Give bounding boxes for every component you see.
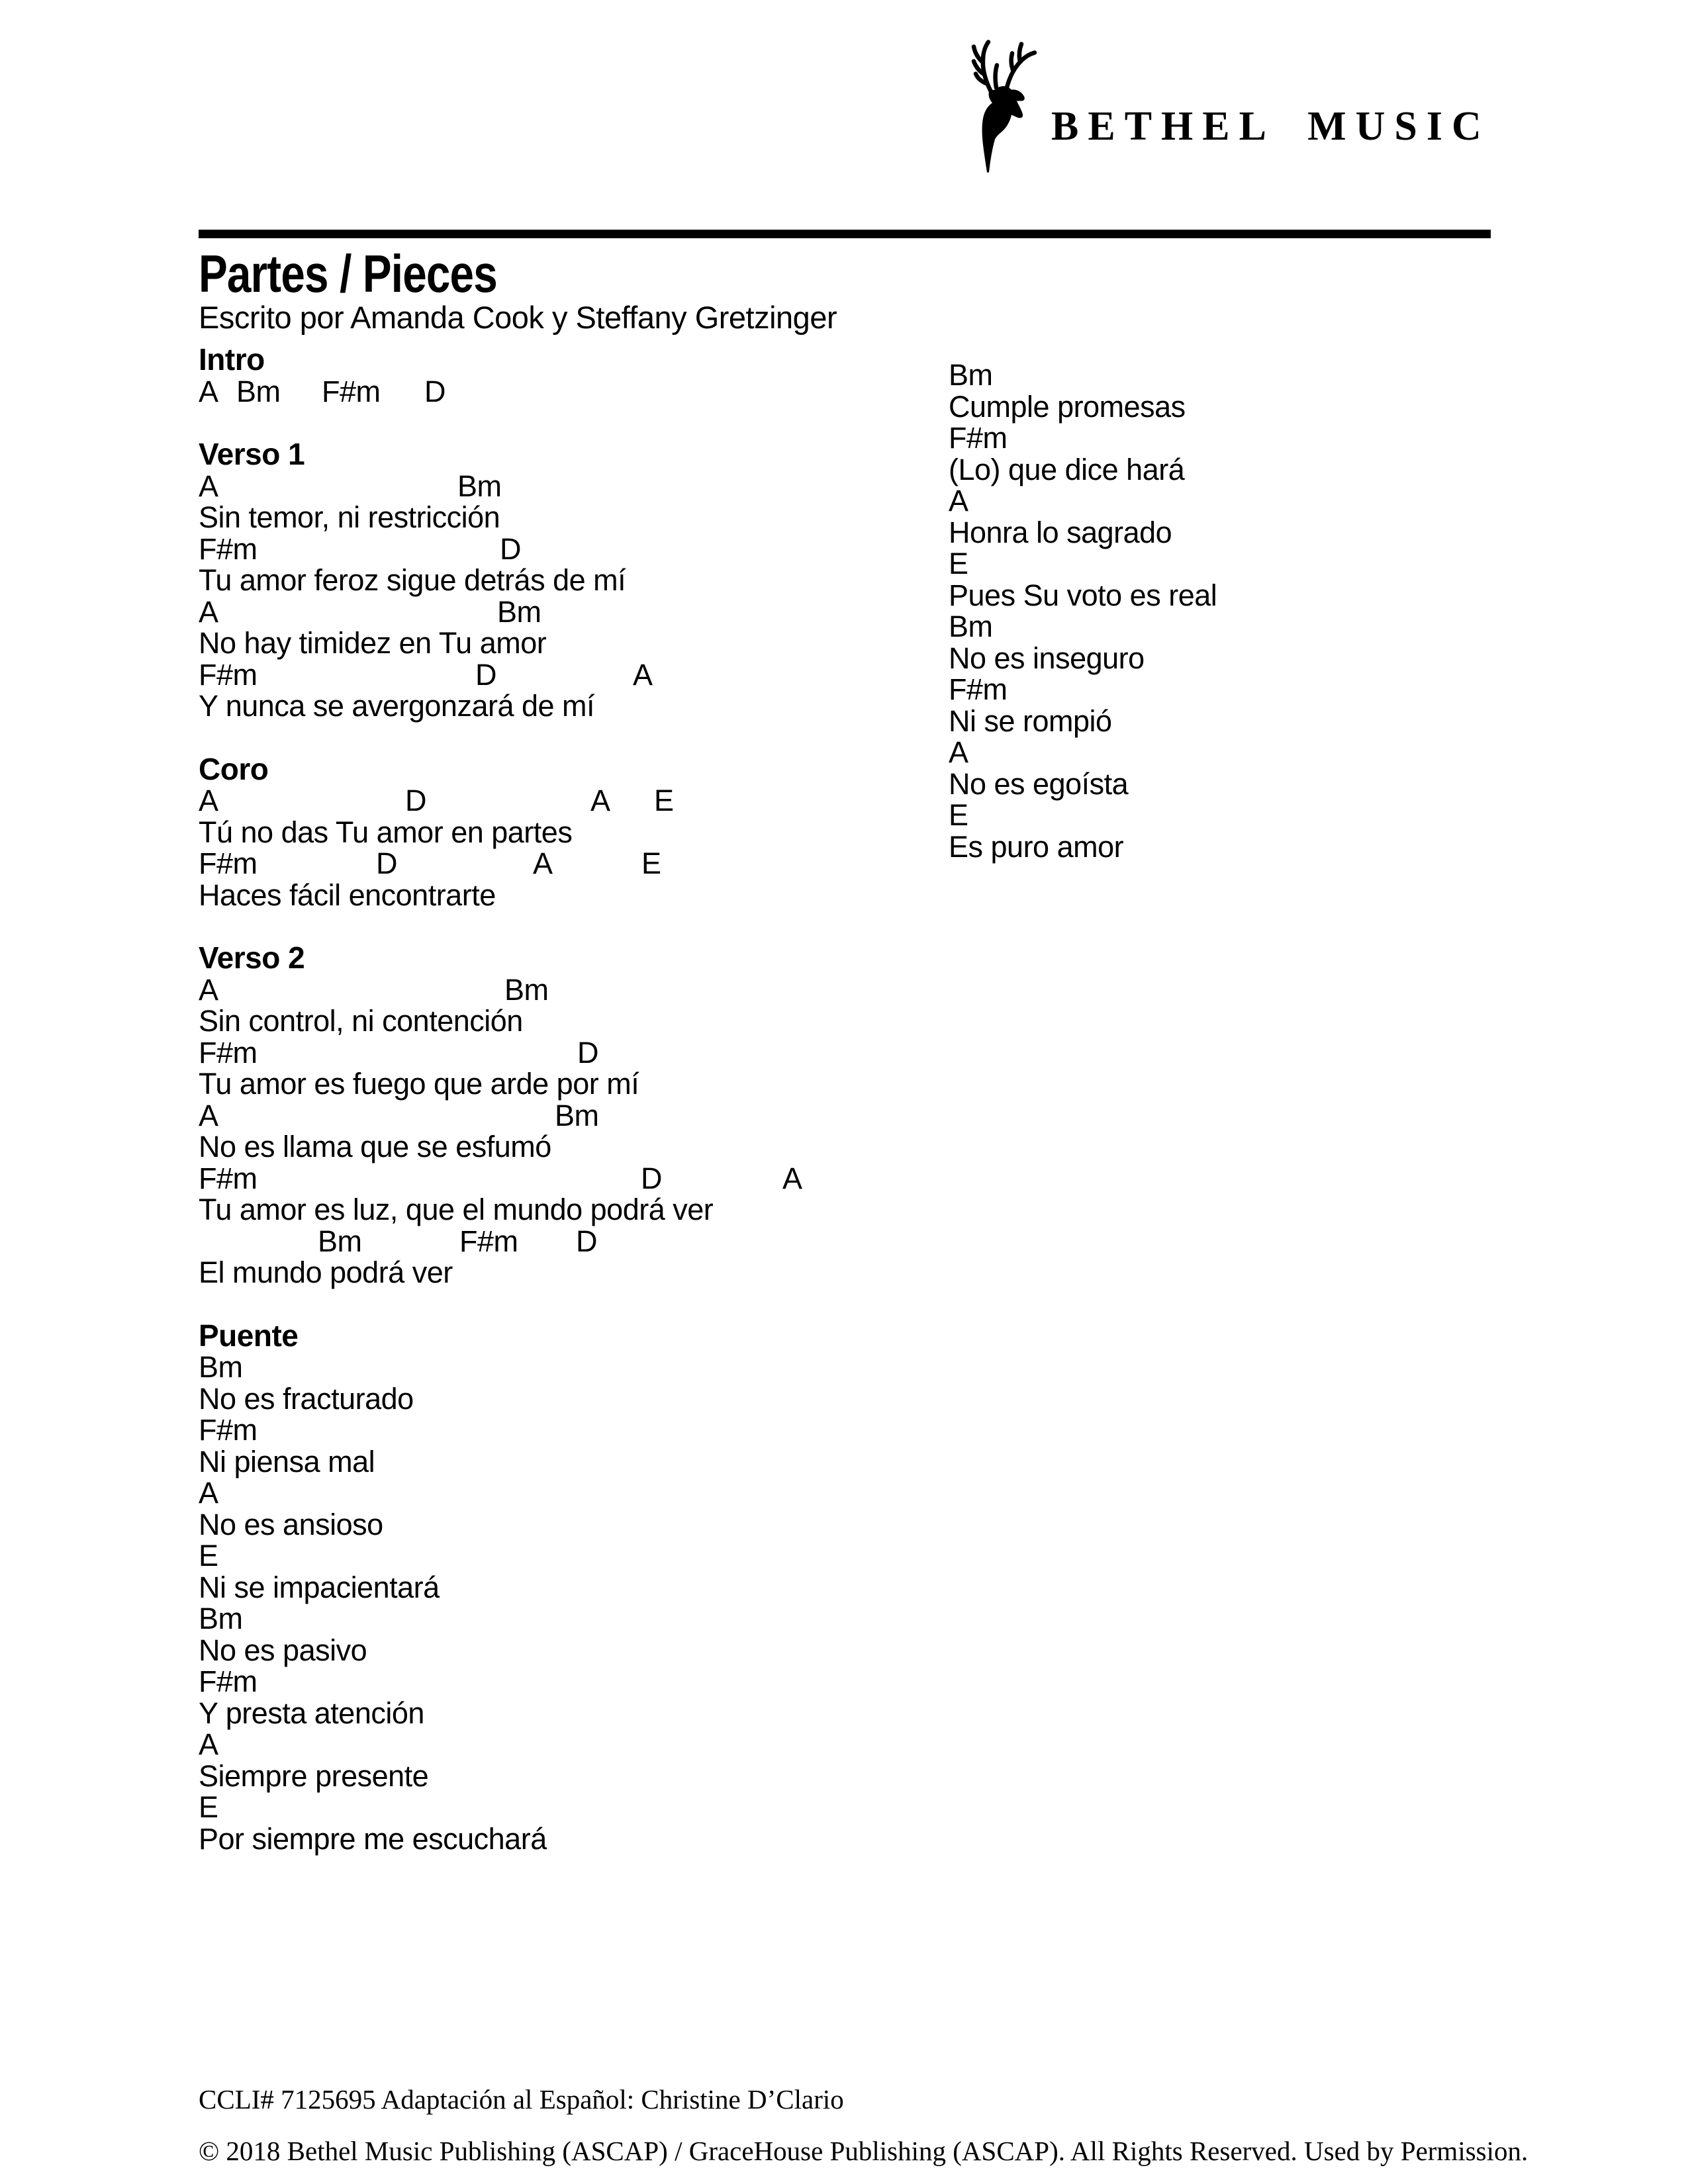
- lyric-line: No es ansioso: [199, 1507, 383, 1541]
- chord-line: [949, 611, 1688, 643]
- lyric-line: No es egoísta: [949, 766, 1129, 801]
- chord: Bm: [236, 374, 281, 408]
- chord: F#m: [199, 1413, 258, 1447]
- chord-line: [199, 659, 966, 691]
- chord: A: [199, 374, 218, 408]
- chord: F#m: [199, 531, 258, 566]
- chord: F#m: [199, 657, 258, 692]
- lyric-line: Siempre presente: [199, 1758, 429, 1793]
- chord-line: [199, 1037, 966, 1069]
- lyric-line: Sin control, ni contención: [199, 1004, 523, 1038]
- section-heading: Verso 2: [199, 940, 305, 975]
- chord: E: [654, 784, 674, 817]
- lyric-line: Haces fácil encontrarte: [199, 878, 496, 912]
- lyric-line: No es llama que se esfumó: [199, 1130, 551, 1163]
- chord: A: [633, 657, 653, 692]
- chord-line: [199, 471, 966, 502]
- chord: A: [949, 484, 968, 518]
- chord: E: [641, 846, 661, 880]
- chord: Bm: [497, 594, 541, 629]
- chord: Bm: [949, 610, 993, 643]
- lyric-line: No es pasivo: [199, 1633, 367, 1667]
- lyric-line: (Lo) que dice hará: [949, 452, 1185, 486]
- lyric-line: No hay timidez en Tu amor: [199, 626, 547, 660]
- chord: A: [590, 784, 610, 817]
- section-heading: Intro: [199, 342, 265, 377]
- chord: F#m: [199, 1664, 258, 1698]
- chord-line: [199, 785, 966, 817]
- chord: E: [949, 547, 968, 580]
- chord-line: [199, 1603, 966, 1635]
- chord-line: [949, 485, 1688, 517]
- chord: A: [533, 846, 553, 880]
- chord-line: [949, 674, 1688, 705]
- chord-line: [199, 1729, 966, 1760]
- lyric-line: Y nunca se avergonzará de mí: [199, 689, 595, 723]
- section-heading: Verso 1: [199, 437, 305, 471]
- chord: D: [500, 531, 521, 566]
- chord: A: [949, 735, 968, 769]
- chord-line: [199, 974, 966, 1006]
- chord: A: [199, 1476, 218, 1510]
- lyric-line: Ni se rompió: [949, 704, 1112, 738]
- lyric-line: Y presta atención: [199, 1696, 424, 1730]
- lyric-line: Pues Su voto es real: [949, 578, 1217, 612]
- chord: E: [199, 1790, 218, 1824]
- chord: F#m: [949, 672, 1008, 706]
- chord: Bm: [555, 1098, 599, 1132]
- chord: F#m: [459, 1224, 518, 1258]
- chord-line: [199, 596, 966, 628]
- chord-line: [949, 359, 1688, 391]
- lyric-line: El mundo podrá ver: [199, 1255, 453, 1289]
- chord: Bm: [199, 1350, 243, 1384]
- lyric-line: Ni se impacientará: [199, 1570, 440, 1604]
- title-divider-rule: [199, 230, 1491, 238]
- chord-line: [199, 1792, 966, 1823]
- chord: A: [199, 469, 218, 503]
- chord-line: [199, 1100, 966, 1132]
- chord-line: [199, 1351, 966, 1383]
- lyric-line: Cumple promesas: [949, 389, 1186, 424]
- chord: A: [782, 1161, 802, 1195]
- lyric-line: Ni piensa mal: [199, 1444, 375, 1479]
- chord: A: [199, 1098, 218, 1132]
- chord: E: [949, 798, 968, 832]
- chord: A: [199, 594, 218, 629]
- lyric-line: Es puro amor: [949, 829, 1124, 864]
- lyric-line: Tu amor es fuego que arde por mí: [199, 1067, 639, 1101]
- chord: Bm: [949, 358, 993, 392]
- chord: F#m: [199, 846, 258, 880]
- song-column-left: [199, 344, 966, 1854]
- section-gap: [199, 1289, 966, 1320]
- chord: Bm: [457, 469, 502, 503]
- page-title: Partes / Pieces: [199, 244, 497, 303]
- lyric-line: Por siempre me escuchará: [199, 1821, 547, 1856]
- chord: D: [424, 374, 445, 408]
- chord-line: [199, 533, 966, 565]
- chord-line: [949, 548, 1688, 580]
- chord: D: [576, 1224, 597, 1258]
- brand-wordmark: BETHEL MUSIC: [1051, 104, 1491, 149]
- chord: D: [376, 846, 397, 880]
- section-gap: [199, 911, 966, 942]
- section-gap: [199, 722, 966, 754]
- page-subtitle: Escrito por Amanda Cook y Steffany Gretzinger: [199, 300, 837, 335]
- chord: E: [199, 1539, 218, 1572]
- chord-line: [949, 799, 1688, 831]
- chord-line: [199, 1666, 966, 1698]
- lyric-line: Tú no das Tu amor en partes: [199, 815, 573, 849]
- footer-ccli-line: CCLI# 7125695 Adaptación al Español: Christine D’Clario: [199, 2084, 844, 2115]
- chord-line: [199, 1414, 966, 1446]
- lyric-line: Tu amor feroz sigue detrás de mí: [199, 563, 626, 597]
- chord: F#m: [322, 374, 381, 408]
- section-heading: Puente: [199, 1318, 299, 1353]
- chord-line: [199, 1163, 966, 1195]
- chord-line: [199, 848, 966, 880]
- chord-line: [949, 422, 1688, 454]
- chord: Bm: [318, 1224, 362, 1258]
- lyric-line: Tu amor es luz, que el mundo podrá ver: [199, 1193, 714, 1226]
- chord: F#m: [199, 1035, 258, 1069]
- chord: A: [199, 972, 218, 1007]
- chord: D: [405, 784, 426, 817]
- lyric-line: Honra lo sagrado: [949, 515, 1172, 549]
- song-column-right: [949, 359, 1688, 862]
- stag-head-icon: [949, 38, 1038, 174]
- chord-line: [199, 1540, 966, 1572]
- chord: D: [577, 1035, 598, 1069]
- chord-line: [199, 376, 966, 408]
- chord: F#m: [949, 421, 1008, 455]
- lyric-line: No es fracturado: [199, 1381, 414, 1416]
- chord: A: [199, 784, 218, 817]
- chord: D: [475, 657, 496, 692]
- lyric-line: Sin temor, ni restricción: [199, 500, 500, 534]
- chord-line: [949, 737, 1688, 768]
- chord: Bm: [504, 972, 549, 1007]
- chord: F#m: [199, 1161, 258, 1195]
- chord: Bm: [199, 1602, 243, 1635]
- chord-line: [199, 1226, 966, 1257]
- chord: A: [199, 1727, 218, 1761]
- section-heading: Coro: [199, 751, 269, 786]
- footer-copyright-line: © 2018 Bethel Music Publishing (ASCAP) / GraceHouse Publishing (ASCAP). All Rights Reserved. Used by Permission.: [199, 2136, 1528, 2166]
- chord-line: [199, 1477, 966, 1509]
- section-gap: [199, 407, 966, 439]
- lyric-line: No es inseguro: [949, 641, 1145, 675]
- chord: D: [641, 1161, 662, 1195]
